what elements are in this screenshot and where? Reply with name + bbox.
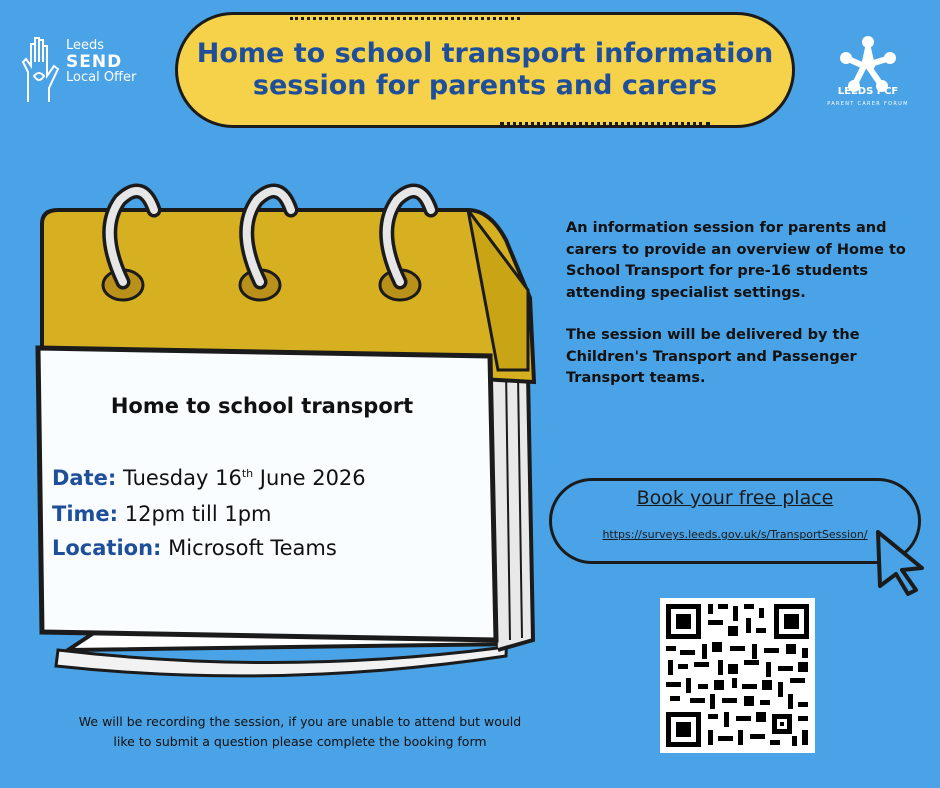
info-paragraph-1: An information session for parents and carers to provide an overview of Home to School Transport for pre-16 students attending specialist settings.: [566, 220, 906, 301]
footer-line1: We will be recording the session, if you are unable to attend but would: [78, 714, 522, 729]
banner-dots-bottom: [500, 122, 710, 125]
hand-logo-icon: [20, 32, 62, 104]
event-location: [52, 536, 337, 560]
event-location-value: Microsoft Teams: [168, 536, 337, 560]
pcf-logo-name: LEEDS PCF: [837, 86, 899, 97]
send-logo-line2: SEND: [66, 52, 123, 72]
event-date-value-post: June 2026: [253, 466, 366, 490]
event-date-label: Date:: [52, 466, 117, 490]
pointer-cursor-icon: [872, 528, 928, 598]
send-logo-line1: Leeds: [66, 38, 105, 53]
page-title: [195, 38, 775, 102]
event-date-value-sup: th: [241, 467, 254, 480]
booking-url-link[interactable]: https://surveys.leeds.gov.uk/s/TransportSession/: [602, 528, 868, 541]
send-logo-line3: Local Offer: [66, 70, 137, 85]
send-logo-text: [66, 38, 136, 86]
event-location-label: Location:: [52, 536, 162, 560]
info-paragraph-2: The session will be delivered by the Children's Transport and Passenger Transport teams.: [566, 327, 860, 386]
calendar-title: Home to school transport: [110, 394, 414, 418]
event-time-label: Time:: [52, 502, 119, 526]
event-time-value: 12pm till 1pm: [124, 502, 272, 526]
info-text: [566, 218, 911, 411]
pcf-logo-subtitle: PARENT CARER FORUM: [827, 101, 909, 107]
page-title-line2: session for parents and carers: [252, 70, 718, 101]
page-title-line1: Home to school transport information: [196, 38, 774, 69]
event-date: [52, 466, 366, 490]
calendar-illustration-icon: [28, 170, 548, 700]
footer-line2: like to submit a question please complete the booking form: [113, 734, 487, 749]
footer-note: [40, 712, 560, 752]
book-place-link[interactable]: Book your free place: [636, 487, 834, 509]
event-date-value-pre: Tuesday 16: [122, 466, 242, 490]
pcf-star-logo-icon: [818, 22, 918, 112]
qr-code[interactable]: [660, 598, 815, 753]
event-time: [52, 502, 271, 526]
banner-dots-top: [290, 17, 520, 20]
